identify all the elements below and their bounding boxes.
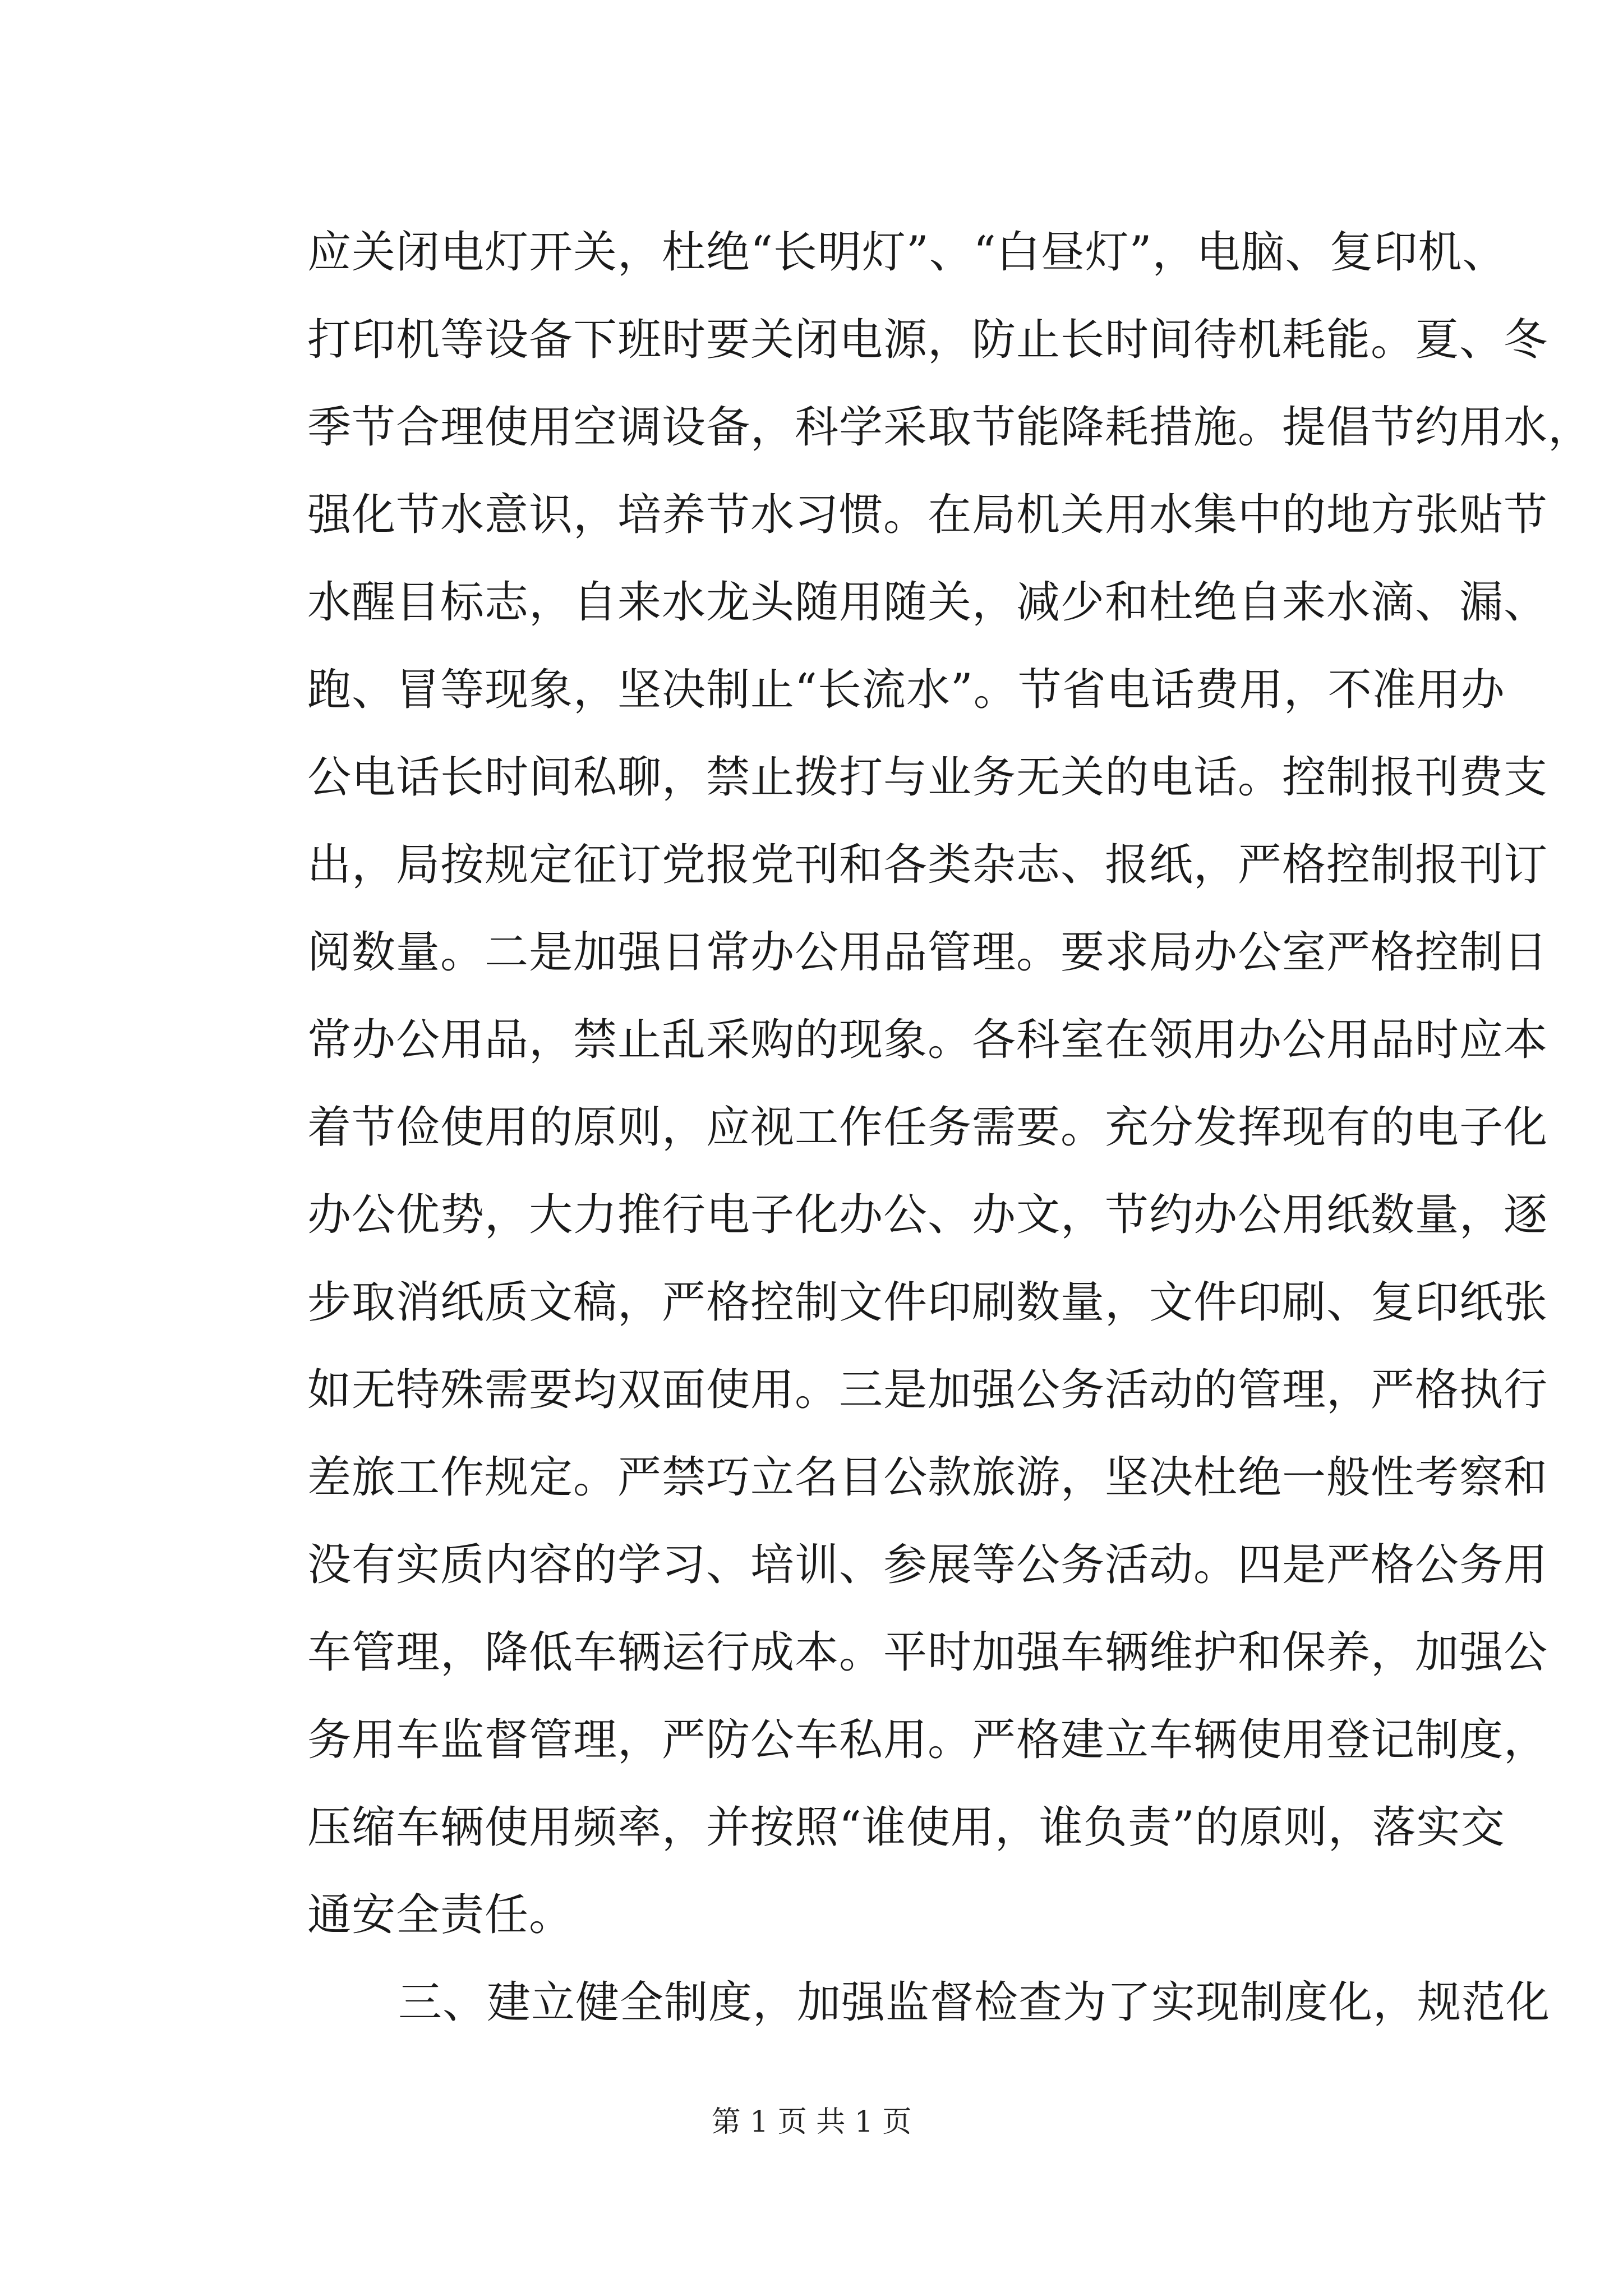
text-line: 强化节水意识，培养节水习惯。在局机关用水集中的地方张贴节 — [307, 490, 1548, 540]
text-line: 车管理，降低车辆运行成本。平时加强车辆维护和保养，加强公 — [307, 1627, 1548, 1678]
text-line: 着节俭使用的原则，应视工作任务需要。充分发挥现有的电子化 — [307, 1102, 1548, 1153]
text-line: 阅数量。二是加强日常办公用品管理。要求局办公室严格控制日 — [307, 927, 1548, 978]
text-line: 季节合理使用空调设备，科学采取节能降耗措施。提倡节约用水， — [307, 402, 1593, 453]
body-text — [307, 209, 1593, 2046]
text-line: 务用车监督管理，严防公车私用。严格建立车辆使用登记制度， — [307, 1715, 1548, 1765]
text-line: 应关闭电灯开关，杜绝“长明灯”、“白昼灯”，电脑、复印机、 — [307, 227, 1507, 278]
text-line: 如无特殊需要均双面使用。三是加强公务活动的管理，严格执行 — [307, 1365, 1548, 1415]
text-line: 水醒目标志，自来水龙头随用随关，减少和杜绝自来水滴、漏、 — [307, 577, 1548, 628]
text-line: 跑、冒等现象，坚决制止“长流水”。节省电话费用，不准用办 — [307, 665, 1505, 715]
text-line: 常办公用品，禁止乱采购的现象。各科室在领用办公用品时应本 — [307, 1015, 1548, 1065]
text-line: 办公优势，大力推行电子化办公、办文，节约办公用纸数量，逐 — [307, 1190, 1548, 1240]
text-line: 步取消纸质文稿，严格控制文件印刷数量，文件印刷、复印纸张 — [307, 1277, 1548, 1328]
text-line: 打印机等设备下班时要关闭电源，防止长时间待机耗能。夏、冬 — [307, 315, 1548, 365]
text-line: 出，局按规定征订党报党刊和各类杂志、报纸，严格控制报刊订 — [307, 840, 1548, 890]
text-line: 通安全责任。 — [307, 1890, 574, 1940]
text-line: 没有实质内容的学习、培训、参展等公务活动。四是严格公务用 — [307, 1540, 1548, 1590]
text-line: 压缩车辆使用频率，并按照“谁使用，谁负责”的原则，落实交 — [307, 1802, 1505, 1853]
page-footer: 第 1 页 共 1 页 — [711, 2105, 912, 2139]
section-heading-line: 三、建立健全制度，加强监督检查为了实现制度化，规范化 — [310, 1977, 1551, 2028]
text-line: 差旅工作规定。严禁巧立名目公款旅游，坚决杜绝一般性考察和 — [307, 1452, 1548, 1503]
text-line: 公电话长时间私聊，禁止拨打与业务无关的电话。控制报刊费支 — [307, 752, 1548, 803]
